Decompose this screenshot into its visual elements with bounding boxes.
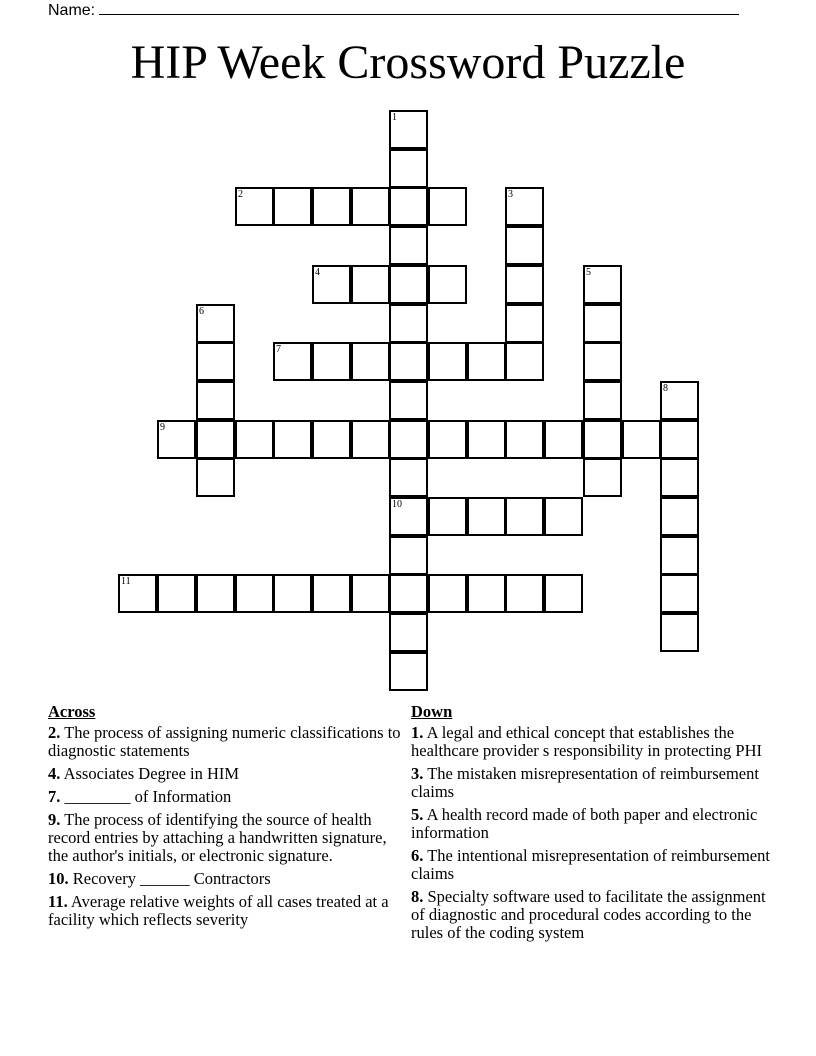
crossword-cell[interactable] bbox=[273, 420, 312, 459]
crossword-cell[interactable] bbox=[505, 226, 544, 265]
down-clue-list bbox=[411, 724, 771, 942]
cell-number: 2 bbox=[238, 189, 243, 200]
crossword-cell[interactable] bbox=[389, 381, 428, 420]
crossword-cell[interactable] bbox=[467, 420, 506, 459]
cell-number: 7 bbox=[276, 344, 281, 355]
crossword-cell[interactable] bbox=[389, 265, 428, 304]
crossword-cell[interactable] bbox=[505, 265, 544, 304]
crossword-cell[interactable] bbox=[351, 342, 390, 381]
clue-number: 7. bbox=[48, 787, 61, 806]
clue-number: 10. bbox=[48, 869, 69, 888]
clue-text: Recovery ______ Contractors bbox=[68, 869, 271, 888]
crossword-cell[interactable] bbox=[351, 187, 390, 226]
crossword-cell[interactable] bbox=[660, 536, 699, 575]
cell-number: 5 bbox=[586, 267, 591, 278]
clue-number: 11. bbox=[48, 892, 68, 911]
clue-number: 5. bbox=[411, 805, 424, 824]
page-title: HIP Week Crossword Puzzle bbox=[130, 36, 686, 89]
cell-number: 8 bbox=[663, 383, 668, 394]
cell-number: 4 bbox=[315, 267, 320, 278]
clue-number: 1. bbox=[411, 723, 424, 742]
crossword-cell[interactable] bbox=[428, 265, 467, 304]
crossword-cell[interactable] bbox=[583, 304, 622, 343]
cell-number: 6 bbox=[199, 306, 204, 317]
across-clue bbox=[48, 788, 404, 806]
clue-text: A health record made of both paper and electronic information bbox=[411, 805, 758, 842]
crossword-cell[interactable] bbox=[467, 497, 506, 536]
crossword-cell[interactable] bbox=[467, 574, 506, 613]
crossword-cell[interactable] bbox=[273, 342, 312, 381]
crossword-cell[interactable] bbox=[312, 574, 351, 613]
clue-text: Average relative weights of all cases treated at a facility which reflects severity bbox=[48, 892, 389, 929]
clue-text: A legal and ethical concept that establishes the healthcare provider s responsibility in protecting PHI bbox=[411, 723, 762, 760]
crossword-cell[interactable] bbox=[312, 187, 351, 226]
down-clue bbox=[411, 806, 771, 842]
down-clue bbox=[411, 724, 771, 760]
clue-text: The intentional misrepresentation of reimbursement claims bbox=[411, 846, 770, 883]
crossword-cell[interactable] bbox=[622, 420, 661, 459]
crossword-cell[interactable] bbox=[235, 574, 274, 613]
across-clue bbox=[48, 765, 404, 783]
crossword-cell[interactable] bbox=[351, 265, 390, 304]
crossword-cell[interactable] bbox=[389, 536, 428, 575]
crossword-cell[interactable] bbox=[505, 420, 544, 459]
crossword-cell[interactable] bbox=[428, 574, 467, 613]
clue-text: The process of identifying the source of health record entries by attaching a handwritten signature, the author's initials, or electronic signature. bbox=[48, 810, 387, 865]
crossword-cell[interactable] bbox=[312, 265, 351, 304]
crossword-cell[interactable] bbox=[660, 420, 699, 459]
clue-number: 3. bbox=[411, 764, 424, 783]
crossword-cell[interactable] bbox=[389, 420, 428, 459]
down-clue bbox=[411, 765, 771, 801]
across-clue bbox=[48, 893, 404, 929]
crossword-cell[interactable] bbox=[312, 420, 351, 459]
clue-number: 9. bbox=[48, 810, 61, 829]
crossword-cell[interactable] bbox=[273, 187, 312, 226]
crossword-cell[interactable] bbox=[235, 420, 274, 459]
crossword-cell[interactable] bbox=[389, 304, 428, 343]
crossword-cell[interactable] bbox=[660, 458, 699, 497]
crossword-cell[interactable] bbox=[428, 342, 467, 381]
name-blank-line[interactable] bbox=[99, 0, 739, 15]
name-label: Name: bbox=[48, 2, 96, 19]
clue-number: 2. bbox=[48, 723, 61, 742]
clue-number: 4. bbox=[48, 764, 61, 783]
across-heading: Across bbox=[48, 702, 96, 721]
crossword-cell[interactable] bbox=[505, 497, 544, 536]
cell-number: 3 bbox=[508, 189, 513, 200]
cell-number: 9 bbox=[160, 422, 165, 433]
crossword-cell[interactable] bbox=[389, 110, 428, 149]
crossword-cell[interactable] bbox=[544, 497, 583, 536]
across-clue bbox=[48, 870, 404, 888]
crossword-cell[interactable] bbox=[660, 497, 699, 536]
crossword-cell[interactable] bbox=[196, 458, 235, 497]
crossword-cell[interactable] bbox=[389, 458, 428, 497]
across-clue-list bbox=[48, 724, 404, 929]
clue-text: ________ of Information bbox=[60, 787, 232, 806]
across-clue bbox=[48, 724, 404, 760]
crossword-cell[interactable] bbox=[505, 574, 544, 613]
crossword-cell[interactable] bbox=[235, 187, 274, 226]
crossword-cell[interactable] bbox=[389, 574, 428, 613]
cell-number: 10 bbox=[392, 499, 402, 510]
clue-number: 8. bbox=[411, 887, 424, 906]
crossword-cell[interactable] bbox=[660, 574, 699, 613]
crossword-cell[interactable] bbox=[583, 342, 622, 381]
crossword-cell[interactable] bbox=[118, 574, 157, 613]
crossword-cell[interactable] bbox=[196, 342, 235, 381]
crossword-cell[interactable] bbox=[505, 304, 544, 343]
crossword-cell[interactable] bbox=[157, 420, 196, 459]
crossword-cell[interactable] bbox=[273, 574, 312, 613]
clue-text: Specialty software used to facilitate the assignment of diagnostic and procedural codes according to the rules of the coding system bbox=[411, 887, 766, 942]
crossword-cell[interactable] bbox=[389, 613, 428, 652]
crossword-cell[interactable] bbox=[196, 304, 235, 343]
crossword-cell[interactable] bbox=[389, 226, 428, 265]
crossword-cell[interactable] bbox=[312, 342, 351, 381]
crossword-cell[interactable] bbox=[544, 574, 583, 613]
crossword-cell[interactable] bbox=[660, 613, 699, 652]
name-field[interactable] bbox=[48, 0, 739, 20]
crossword-cell[interactable] bbox=[157, 574, 196, 613]
crossword-cell[interactable] bbox=[351, 420, 390, 459]
crossword-cell[interactable] bbox=[196, 420, 235, 459]
crossword-cell[interactable] bbox=[428, 187, 467, 226]
crossword-cell[interactable] bbox=[583, 458, 622, 497]
crossword-cell[interactable] bbox=[351, 574, 390, 613]
crossword-cell[interactable] bbox=[467, 342, 506, 381]
crossword-cell[interactable] bbox=[196, 381, 235, 420]
across-clues bbox=[48, 703, 404, 934]
crossword-cell[interactable] bbox=[544, 420, 583, 459]
crossword-cell[interactable] bbox=[389, 652, 428, 691]
crossword-cell[interactable] bbox=[505, 342, 544, 381]
down-clue bbox=[411, 888, 771, 942]
crossword-cell[interactable] bbox=[196, 574, 235, 613]
cell-number: 1 bbox=[392, 112, 397, 123]
clue-text: Associates Degree in HIM bbox=[60, 764, 240, 783]
crossword-cell[interactable] bbox=[428, 497, 467, 536]
crossword-cell[interactable] bbox=[389, 497, 428, 536]
across-clue bbox=[48, 811, 404, 865]
down-clue bbox=[411, 847, 771, 883]
cell-number: 11 bbox=[121, 576, 131, 587]
crossword-cell[interactable] bbox=[389, 149, 428, 188]
crossword-cell[interactable] bbox=[389, 342, 428, 381]
crossword-cell[interactable] bbox=[389, 187, 428, 226]
crossword-cell[interactable] bbox=[583, 265, 622, 304]
crossword-cell[interactable] bbox=[505, 187, 544, 226]
crossword-cell[interactable] bbox=[583, 420, 622, 459]
down-heading: Down bbox=[411, 702, 453, 721]
crossword-cell[interactable] bbox=[660, 381, 699, 420]
crossword-cell[interactable] bbox=[583, 381, 622, 420]
down-clues bbox=[411, 703, 771, 947]
clue-text: The mistaken misrepresentation of reimbursement claims bbox=[411, 764, 759, 801]
crossword-cell[interactable] bbox=[428, 420, 467, 459]
clue-number: 6. bbox=[411, 846, 424, 865]
clue-text: The process of assigning numeric classifications to diagnostic statements bbox=[48, 723, 401, 760]
